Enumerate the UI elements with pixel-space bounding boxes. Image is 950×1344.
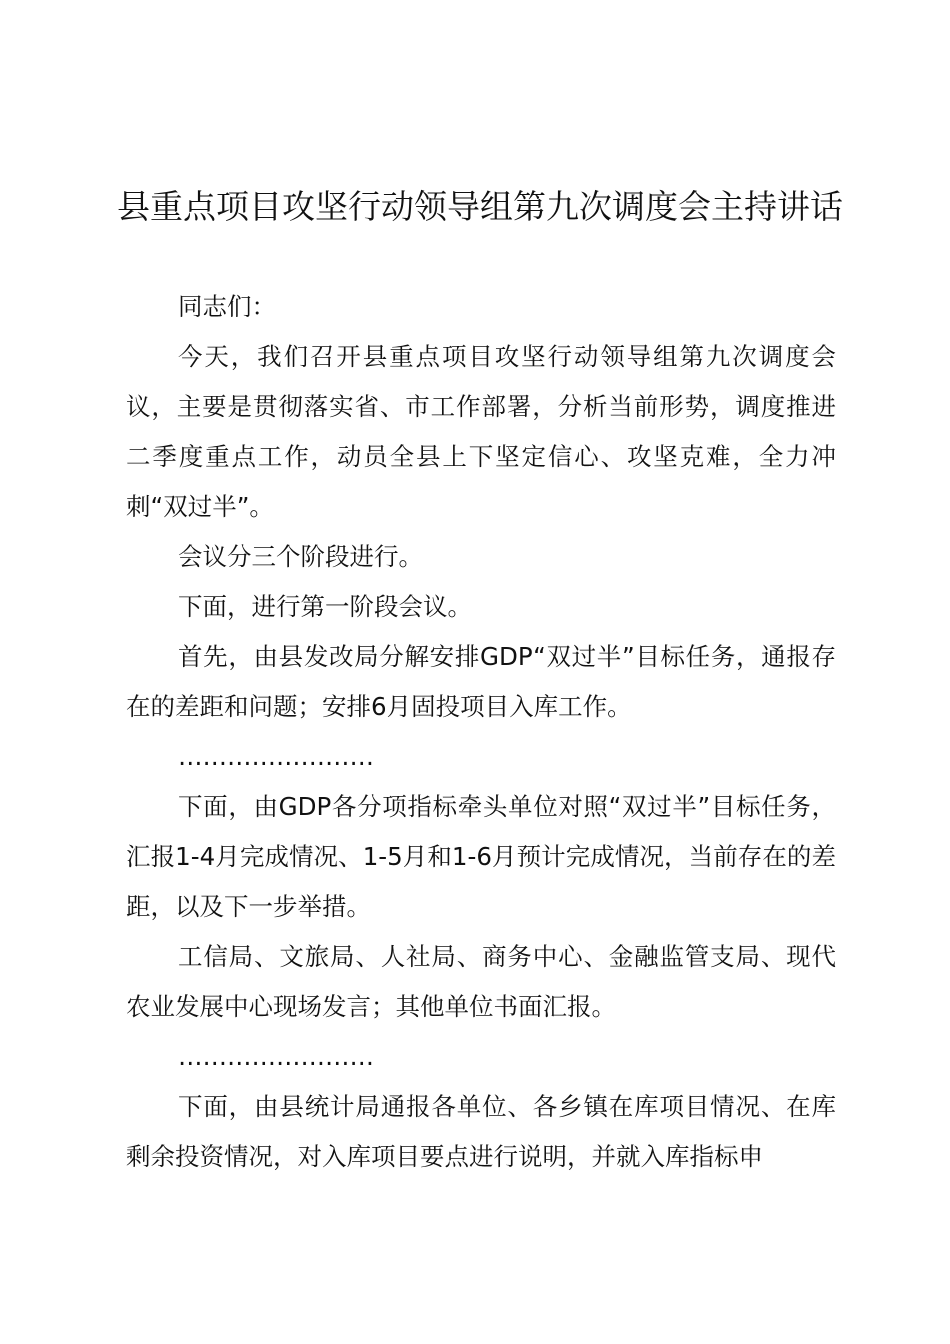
paragraph-stage-one: 下面，进行第一阶段会议。 — [178, 592, 472, 621]
document-title: 县重点项目攻坚行动领导组第九次调度会主持讲话 — [117, 187, 843, 226]
paragraph-salutation: 同志们： — [178, 292, 276, 321]
paragraph-ellipsis: …………………… — [178, 1042, 374, 1071]
paragraph-meeting-purpose: 今天，我们召开县重点项目攻坚行动领导组第九次调度会议，主要是贯彻落实省、市工作部署，分析当前形势，调度推进二季度重点工作，动员全县上下坚定信心、攻坚克难，全力冲刺“双过半”。 — [126, 342, 836, 521]
paragraph-ellipsis: …………………… — [178, 742, 374, 771]
paragraph-statistics-bureau: 下面，由县统计局通报各单位、各乡镇在库项目情况、在库剩余投资情况，对入库项目要点进行说明，并就入库指标申 — [126, 1092, 836, 1171]
paragraph-meeting-stages: 会议分三个阶段进行。 — [178, 542, 423, 571]
document-body — [126, 282, 836, 1182]
paragraph-gdp-indicators: 下面，由GDP各分项指标牵头单位对照“双过半”目标任务，汇报1-4月完成情况、1-5月和1-6月预计完成情况，当前存在的差距，以及下一步举措。 — [126, 792, 836, 921]
paragraph-speakers: 工信局、文旅局、人社局、商务中心、金融监管支局、现代农业发展中心现场发言；其他单位书面汇报。 — [126, 942, 836, 1021]
paragraph-development-bureau: 首先，由县发改局分解安排GDP“双过半”目标任务，通报存在的差距和问题；安排6月固投项目入库工作。 — [126, 642, 836, 721]
